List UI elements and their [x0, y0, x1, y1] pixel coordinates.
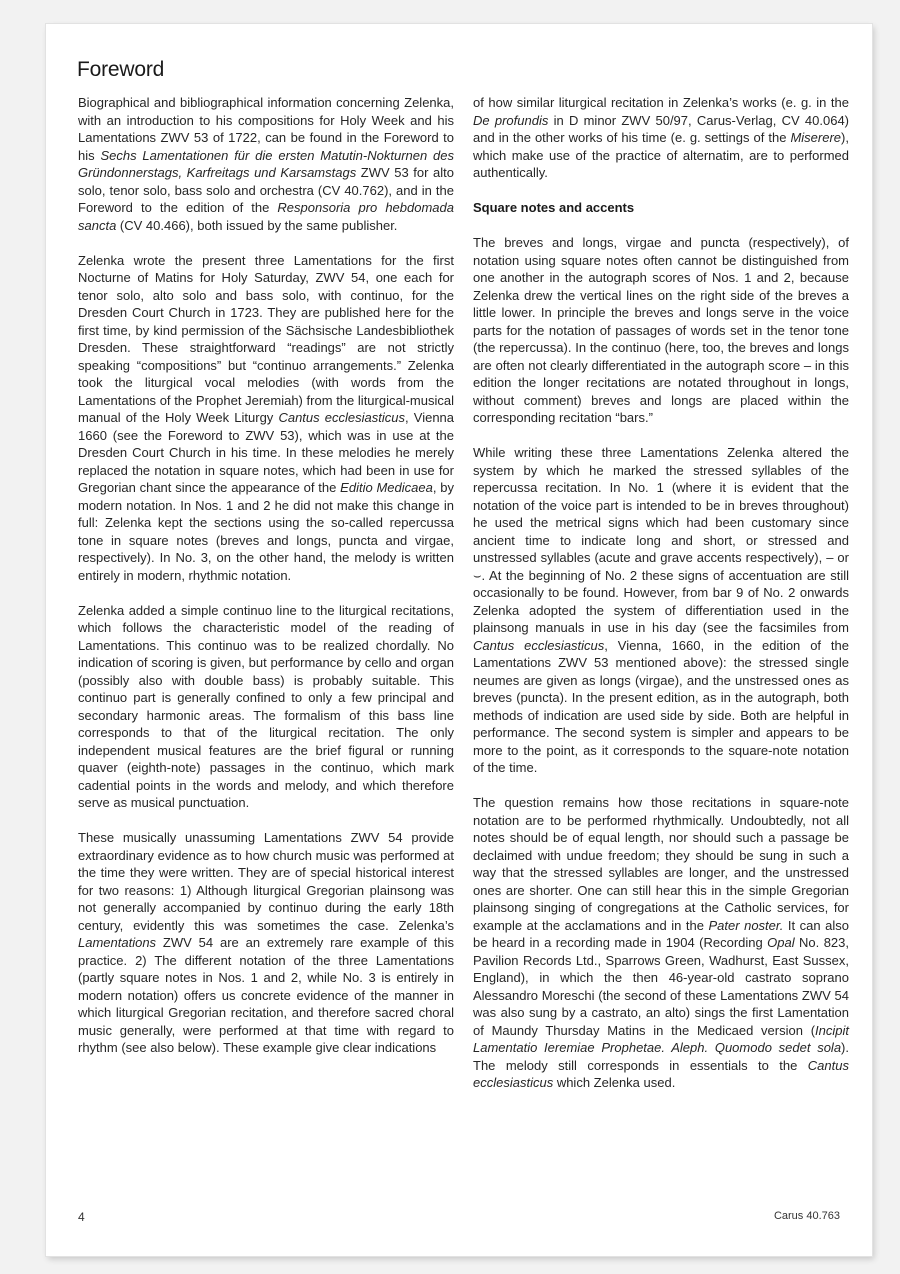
- left-column: [78, 94, 454, 1074]
- right-column: [473, 94, 849, 1109]
- section-heading: Square notes and accents: [473, 200, 635, 215]
- paragraph: of how similar liturgical recitation in Zelenka’s works (e. g. in the De profundis in D minor ZWV 50/97, Carus-Verlag, CV 40.064) and in the other works of his time (e. g. settings of the Miserere), which make use of the practice of alternatim, are to performed authentically.: [473, 95, 850, 180]
- paragraph: The breves and longs, virgae and puncta (respectively), of notation using square notes often cannot be distinguished from one another in the autograph scores of Nos. 1 and 2, because Zelenka drew the vertical lines on the right side of the breves a little lower. In principle the breves and longs serve in the voice parts for the notation of passages of words set in the tenor tone (the repercussa). In the continuo (here, too, the breves and longs are often not clearly differentiated in the autograph score – in this edition the longer recitations are notated throughout in longs, without comment) breves and longs are placed within the corresponding recitation “bars.”: [473, 235, 849, 425]
- paragraph: While writing these three Lamentations Zelenka altered the system by which he marked the stressed syllables of the repercussa recitation. In No. 1 (where it is evident that the notation of the voice part is intended to be in breves throughout) he used the metrical signs which had been customary since ancient time to indicate long and short, or stressed and unstressed syllables (acute and grave accents respectively), – or ⌣. At the beginning of No. 2 these signs of accentuation are still occasionally to be found. However, from bar 9 of No. 2 onwards Zelenka adopted the system of differentiation used in the plainsong manuals in use in his day (see the facsimiles from Cantus ecclesiasticus, Vienna, 1660, in the edition of the Lamentations ZWV 53 mentioned above): the stressed single neumes are given as longs (virgae), and the unstressed ones as breves (puncta). In the present edition, as in the autograph, both methods of indication are used side by side. Both are helpful in performance. The second system is simpler and appears to be more to the point, as it corresponds to the square-note notation of the time.: [473, 445, 850, 775]
- paragraph: Zelenka wrote the present three Lamentations for the first Nocturne of Matins for Holy Saturday, ZWV 54, one each for tenor solo, alto solo and bass solo, with continuo, for the Dresden Court Church in 1723. They are published here for the first time, by kind permission of the Sächsische Landesbibliothek Dresden. These straightforward “readings” are not strictly speaking “compositions” but “continuo arrangements.” Zelenka took the liturgical vocal melodies (with words from the Lamentations of the Prophet Jeremiah) from the liturgical-musical manual of the Holy Week Liturgy Cantus ecclesiasticus, Vienna 1660 (see the Foreword to ZWV 53), which was in use at the Dresden Court Church in his time. In these melodies he merely replaced the notation in square notes, which had been in use for Gregorian chant since the appearance of the Editio Medicaea, by modern notation. In Nos. 1 and 2 he did not make this change in full: Zelenka kept the sections using the so-called repercussa tone in square notes (breves and longs, puncta and virgae, respectively). In No. 3, on the other hand, the melody is written entirely in modern, rhythmic notation.: [78, 252, 455, 583]
- paragraph: The question remains how those recitations in square-note notation are to be performed rhythmically. Undoubtedly, not all notes should be of equal length, nor should such a passage be declaimed with undue freedom; they should be sung in such a way that the stressed syllables are longer, and the unstressed ones are shorter. One can still hear this in the simple Gregorian plainsong singing of congregations at the Catholic services, for example at the acclamations and in the Pater noster. It can also be heard in a recording made in 1904 (Recording Opal No. 823, Pavilion Records Ltd., Sparrows Green, Wadhurst, East Sussex, England), in which the then 46-year-old castrato soprano Alessandro Moreschi (the second of these Lamentations ZWV 54 was also sung by a castrato, an alto) sings the first Lamentation of Maundy Thursday Matins in the Medicaed version (Incipit Lamentatio Ieremiae Prophetae. Aleph. Quomodo sedet sola). The melody still corresponds in essentials to the Cantus ecclesiasticus which Zelenka used.: [473, 795, 849, 1090]
- document-page: [46, 24, 872, 1256]
- paragraph: Biographical and bibliographical information concerning Zelenka, with an introduction to his compositions for Holy Week and his Lamentations ZWV 53 of 1722, can be found in the Foreword to his Sechs Lamentationen für die ersten Matutin-Nokturnen des Gründonnerstags, Karfreitags und Karsamstags ZWV 53 for alto solo, tenor solo, bass solo and orchestra (CV 40.762), and in the Foreword to the edition of the Responsoria pro hebdomada sancta (CV 40.466), both issued by the same publisher.: [78, 95, 455, 233]
- page-number: 4: [78, 1210, 85, 1224]
- paragraph: Zelenka added a simple continuo line to the liturgical recitations, which follows the characteristic model of the reading of Lamentations. This continuo was to be realized chordally. No indication of scoring is given, but performance by cello and organ (possibly also with double bass) is probably suitable. This continuo part is generally confined to only a few principal and secondary harmonic areas. The formalism of this bass line corresponds to that of the liturgical recitation. The only independent musical features are the brief figural or running quaver (eighth-note) passages in the continuo, which mark cadential points in the words and melody, and which therefore serve as musical punctuation.: [78, 602, 454, 810]
- page-heading: Foreword: [77, 58, 165, 81]
- catalogue-reference: Carus 40.763: [773, 1210, 840, 1222]
- paragraph: These musically unassuming Lamentations ZWV 54 provide extraordinary evidence as to how church music was performed at the time they were written. They are of special historical interest for two reasons: 1) Although liturgical Gregorian plainsong was not generally accompanied by continuo during the early 18th century, evidently this was sometimes the case. Zelenka’s Lamentations ZWV 54 are an extremely rare example of this practice. 2) The different notation of the three Lamentations (partly square notes in Nos. 1 and 2, while No. 3 is entirely in modern notation) offers us concrete evidence of the manner in which liturgical Gregorian recitation, and therefore sacred choral music generally, were performed at that time with regard to rhythm (see also below). These example give clear indications: [78, 830, 454, 1055]
